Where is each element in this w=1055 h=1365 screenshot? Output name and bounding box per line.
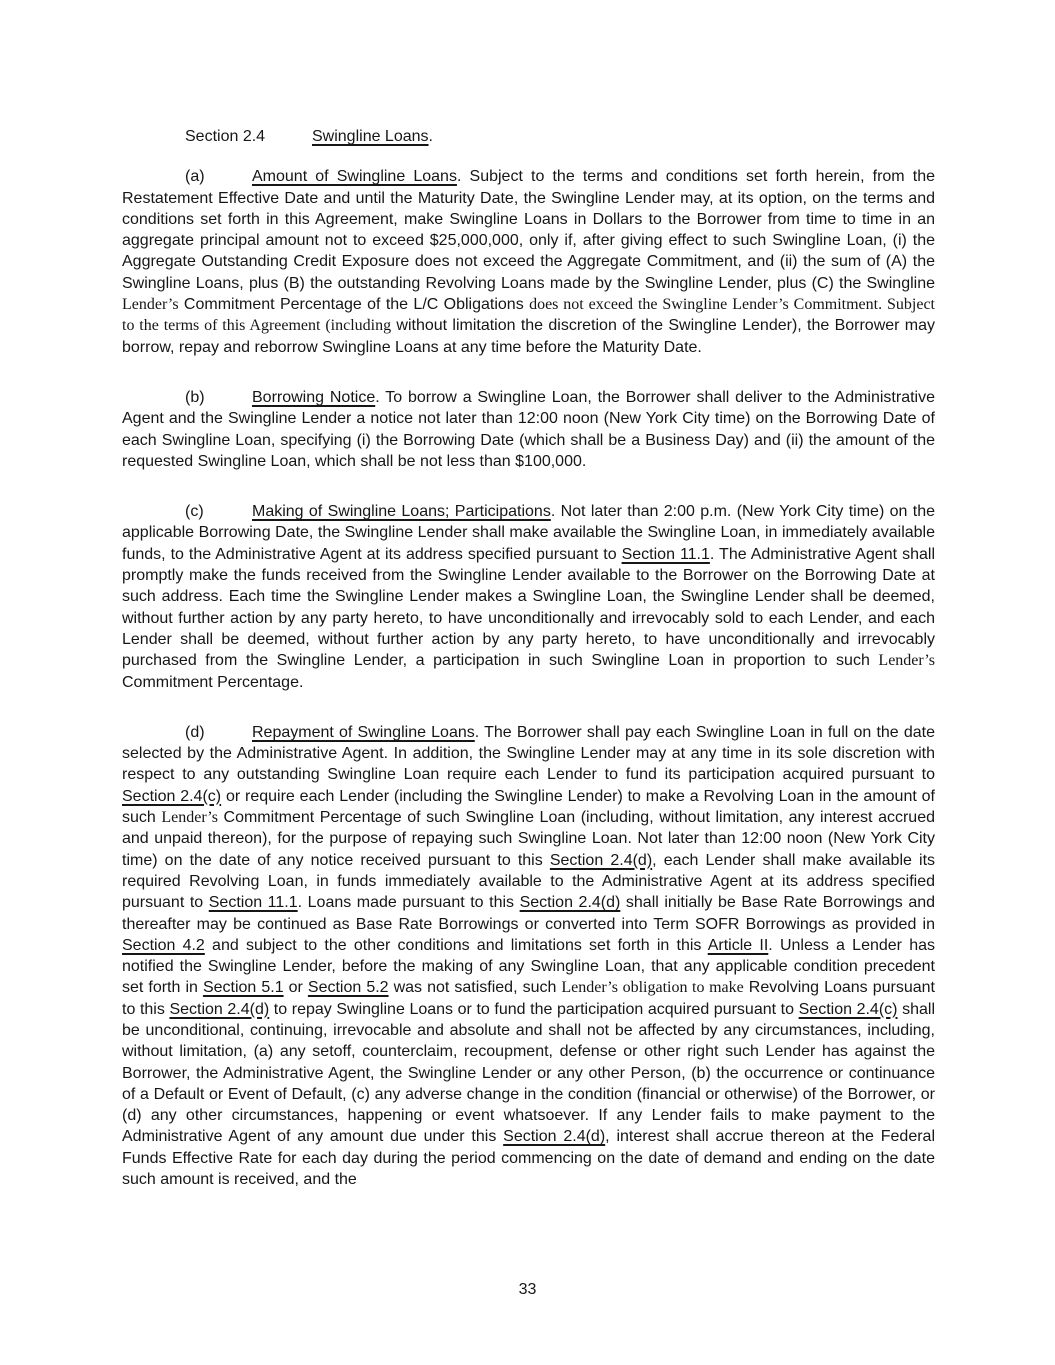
underlined-text: Section 2.4(c) [798,1000,898,1018]
paragraph-c-text [122,503,935,690]
text-run: to repay Swingline Loans or to fund the participation acquired pursuant to [269,1000,799,1018]
underlined-text: Section 5.2 [307,979,389,997]
underlined-text: Repayment of Swingline Loans [252,723,475,741]
text-run: . Not later than 2:00 p.m. (New York City time) on the applicable Borrowing Date, the Swingline Lender shall make available the Swingline Loan, in immediately available funds, to the Administrative Agent at its address specified pursuant to [122,503,935,563]
underlined-text: Section 2.4(d) [519,894,621,912]
text-run: , interest shall accrue thereon at the Federal Funds Effective Rate for each day during the period commencing on the date of demand and ending on the date such amount is received, and the [122,1128,936,1189]
text-run: was not satisfied, such [388,979,562,997]
paragraph-a-label: (a) [185,168,205,186]
text-run: Revolving Loans pursuant to this [122,979,935,1018]
text-run: . Unless a Lender has notified the Swingline Lender, before the making of any Swingline Loan, that any applicable condition precedent set forth in [122,936,935,997]
underlined-text: Swingline Loans [312,128,429,145]
paragraph-a-text [122,168,935,355]
section-title [312,128,433,145]
underlined-text: Making of Swingline Loans; Participations [252,503,551,521]
section-heading [122,126,935,147]
paragraph-d-label: (d) [185,723,205,741]
paragraph-d-text [122,724,935,1188]
text-run: . Subject to the terms and conditions set forth herein, from the Restatement Effective Date and until the Maturity Date, the Swingline Lender may, at its option, on the terms and conditions set forth in this Agreement, make Swingline Loans in Dollars to the Borrower from time to time in an aggregate principal amount not to exceed $25,000,000, only if, after giving effect to such Swingline Loan, (i) the Aggregate Outstanding Credit Exposure does not exceed the Aggregate Commitment, and (ii) the sum of (A) the Swingline Loans, plus (B) the outstanding Revolving Loans made by the Swingline Lender, plus (C) the Swingline [122,168,936,292]
text-run: . [428,128,433,145]
serif-text-run: does not exceed the Swingline Lender’s Commitment. Subject to the terms of this Agreement (including [122,296,936,335]
underlined-text: Section 2.4(d) [549,851,653,869]
serif-text-run: Lender’s [161,809,218,827]
document-content [122,126,935,1219]
paragraph-a [122,166,935,358]
paragraph-b-label: (b) [185,388,205,406]
underlined-text: Section 4.2 [122,936,205,954]
serif-text-run: Lender’s [878,652,935,670]
paragraph-b [122,387,935,472]
text-run: Commitment Percentage of such Swingline Loan (including, without limitation, any interest accrued and unpaid thereon), for the purpose of repaying such Swingline Loan. Not later than 12:00 noon (New York City time) on the date of any notice received pursuant to this [122,809,935,869]
underlined-text: Section 2.4(d) [169,1000,270,1018]
paragraph-c [122,501,935,693]
text-run: . The Borrower shall pay each Swingline Loan in full on the date selected by the Administrative Agent. In addition, the Swingline Lender may at any time in its sole discretion with respect to any outstanding Swingline Loan require each Lender to fund its participation acquired pursuant to [122,723,936,784]
underlined-text: Section 2.4(d) [503,1128,606,1146]
underlined-text: Section 11.1 [621,545,710,563]
underlined-text: Section 2.4(c) [122,787,222,805]
underlined-text: Section 5.1 [202,979,284,997]
text-run: Commitment Percentage of the L/C Obligations [178,296,530,314]
text-run: and subject to the other conditions and limitations set forth in this [204,936,708,954]
text-run: . To borrow a Swingline Loan, the Borrower shall deliver to the Administrative Agent and the Swingline Lender a notice not later than 12:00 noon (New York City time) on the Borrowing Date of each Swingline Loan, specifying (i) the Borrowing Date (which shall be a Business Day) and (ii) the amount of the requested Swingline Loan, which shall be not less than $100,000. [122,388,935,470]
text-run: . The Administrative Agent shall promptly make the funds received from the Swingline Lender available to the Borrower on the Borrowing Date at such address. Each time the Swingline Lender makes a Swingline Loan, the Swingline Lender shall be deemed, without further action by any party hereto, to have unconditionally and irrevocably sold to each Lender, and each Lender shall be deemed, without further action by any party hereto, to have unconditionally and irrevocably purchased from the Swingline Lender, a participation in such Swingline Loan in proportion to such [122,545,936,670]
serif-text-run: Lender’s obligation to make [561,979,744,997]
text-run: or [283,979,308,997]
serif-text-run: Lender’s [122,296,179,314]
text-run: without limitation the discretion of the Swingline Lender), the Borrower may borrow, repay and reborrow Swingline Loans at any time before the Maturity Date. [122,317,936,356]
underlined-text: Borrowing Notice [252,388,376,406]
text-run: , each Lender shall make available its required Revolving Loan, in funds immediately available to the Administrative Agent at its address specified pursuant to [122,851,936,912]
underlined-text: Article II [707,936,769,954]
text-run: Commitment Percentage. [122,673,304,691]
text-run: or require each Lender (including the Swingline Lender) to make a Revolving Loan in the amount of such [122,787,935,827]
paragraph-c-label: (c) [185,503,204,521]
underlined-text: Section 11.1 [208,894,298,912]
section-number: Section 2.4 [185,128,266,145]
underlined-text: Amount of Swingline Loans [252,168,457,186]
text-run: shall be unconditional, continuing, irrevocable and absolute and shall not be affected by any circumstances, including, without limitation, (a) any setoff, counterclaim, recoupment, defense or other right such Lender has against the Borrower, the Administrative Agent, the Swingline Lender or any other Person, (b) the occurrence or continuance of a Default or Event of Default, (c) any adverse change in the condition (financial or otherwise) of the Borrower, or (d) any other circumstances, happening or event whatsoever. If any Lender fails to make payment to the Administrative Agent of any amount due under this [122,1000,936,1146]
paragraph-d [122,722,935,1191]
text-run: shall initially be Base Rate Borrowings and thereafter may be continued as Base Rate Borrowings or converted into Term SOFR Borrowings as provided in [122,894,936,933]
page-number: 33 [518,1281,537,1298]
text-run: . Loans made pursuant to this [297,894,520,912]
